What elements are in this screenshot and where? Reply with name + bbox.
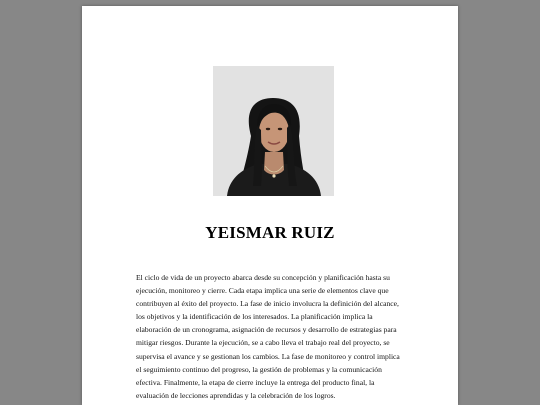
portrait-photo bbox=[213, 66, 334, 196]
document-title: YEISMAR RUIZ bbox=[205, 223, 335, 242]
body-paragraph: El ciclo de vida de un proyecto abarca desde su concepción y planificación hasta su ejecución, monitoreo y cierre. Cada etapa implica una serie de elementos clave que contribuyen al éxito del proyecto. La fase de inicio involucra la definición del alcance, los objetivos y la identificación de los interesados. La planificación implica la elaboración de un cronograma, asignación de recursos y desarrollo de estrategias para mitigar riesgos. Durante la ejecución, se a cabo lleva el trabajo real del proyecto, se supervisa el avance y se gestionan los cambios. La fase de monitoreo y control implica el seguimiento continuo del progreso, la gestión de problemas y la comunicación efectiva. Finalmente, la etapa de cierre incluye la entrega del producto final, la evaluación de lecciones aprendidas y la celebración de los logros. bbox=[136, 273, 400, 400]
portrait-illustration bbox=[213, 66, 334, 196]
document-page bbox=[82, 6, 458, 405]
